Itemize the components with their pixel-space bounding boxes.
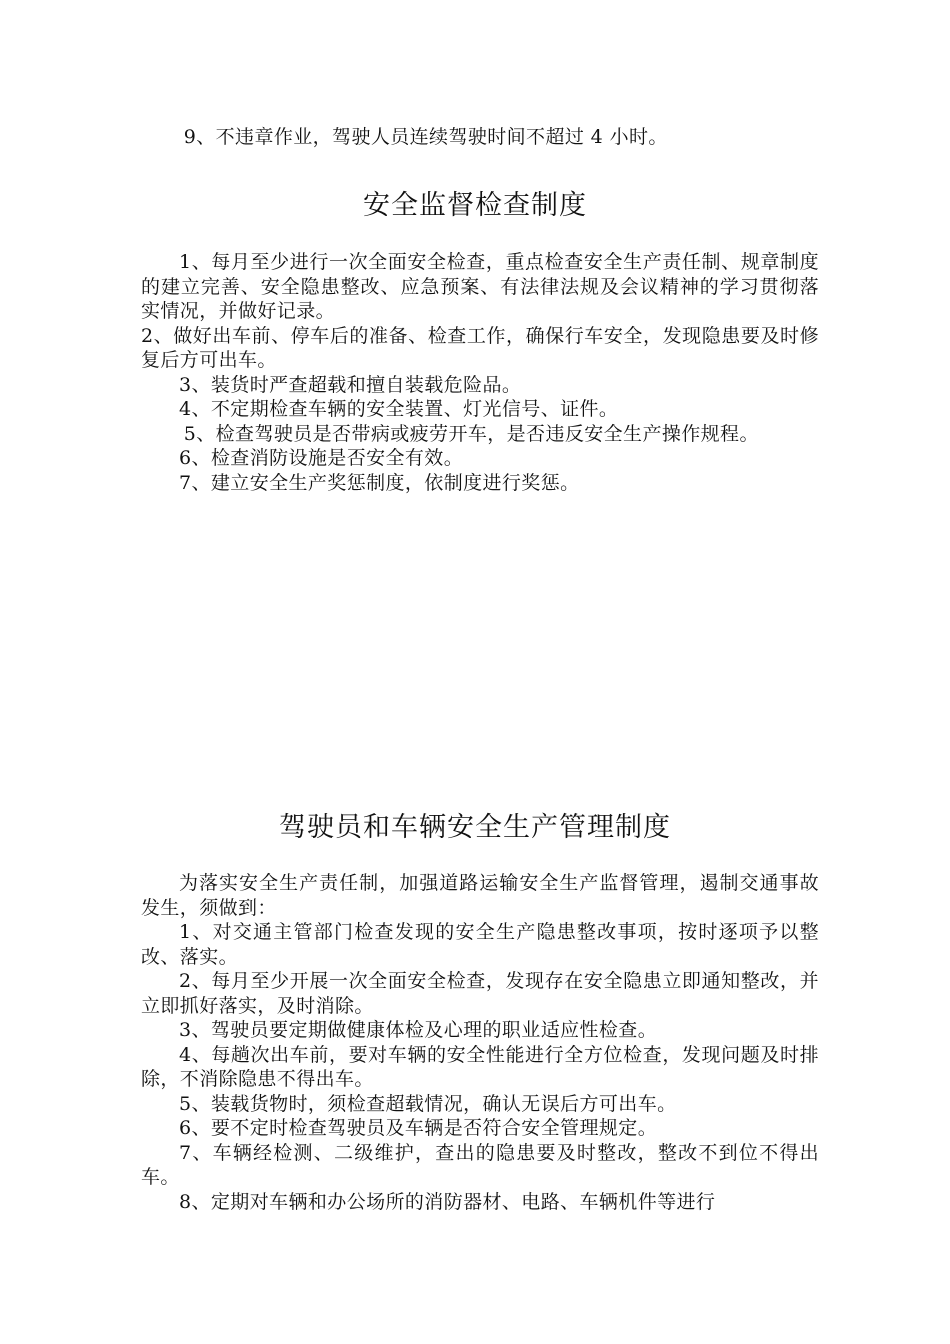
section2-item-6: 6、要不定时检查驾驶员及车辆是否符合安全管理规定。 [179, 1117, 658, 1139]
section2-item-2: 2、每月至少开展一次全面安全检查，发现存在安全隐患立即通知整改，并立即抓好落实，及时消除。 [141, 970, 819, 1017]
section1-item-5: 5、检查驾驶员是否带病或疲劳开车，是否违反安全生产操作规程。 [183, 422, 759, 445]
section1-item-3: 3、装货时严查超载和擅自装载危险品。 [179, 373, 522, 396]
section2-item-1: 1、对交通主管部门检查发现的安全生产隐患整改事项，按时逐项予以整改、落实。 [141, 921, 819, 968]
section2-body [141, 871, 819, 1214]
section2-intro: 为落实安全生产责任制，加强道路运输安全生产监督管理，遏制交通事故发生，须做到： [141, 872, 819, 919]
top-item-block [141, 125, 819, 150]
section1-item-6: 6、检查消防设施是否安全有效。 [179, 447, 464, 469]
section1-item-1: 1、每月至少进行一次全面安全检查，重点检查安全生产责任制、规章制度的建立完善、安全隐患整改、应急预案、有法律法规及会议精神的学习贯彻落实情况，并做好记录。 [141, 251, 819, 322]
section2-item-7: 7、车辆经检测、二级维护，查出的隐患要及时整改，整改不到位不得出车。 [141, 1141, 819, 1188]
section1-body [141, 250, 819, 495]
section2-item-4: 4、每趟次出车前，要对车辆的安全性能进行全方位检查，发现问题及时排除，不消除隐患不得出车。 [141, 1043, 819, 1090]
section1-item-7: 7、建立安全生产奖惩制度，依制度进行奖惩。 [179, 471, 580, 494]
section-title-driver-vehicle-safety: 驾驶员和车辆安全生产管理制度 [279, 812, 671, 843]
section1-item-2: 2、做好出车前、停车后的准备、检查工作，确保行车安全，发现隐患要及时修复后方可出车。 [141, 324, 819, 371]
section2-item-5: 5、装载货物时，须检查超载情况，确认无误后方可出车。 [179, 1092, 677, 1115]
section2-item-8: 8、定期对车辆和办公场所的消防器材、电路、车辆机件等进行 [179, 1190, 716, 1213]
rule-item-9: 9、不违章作业，驾驶人员连续驾驶时间不超过 4 小时。 [183, 126, 668, 148]
section2-item-3: 3、驾驶员要定期做健康体检及心理的职业适应性检查。 [179, 1019, 658, 1041]
section-title-safety-supervision: 安全监督检查制度 [363, 190, 587, 221]
section1-item-4: 4、不定期检查车辆的安全装置、灯光信号、证件。 [179, 398, 619, 420]
